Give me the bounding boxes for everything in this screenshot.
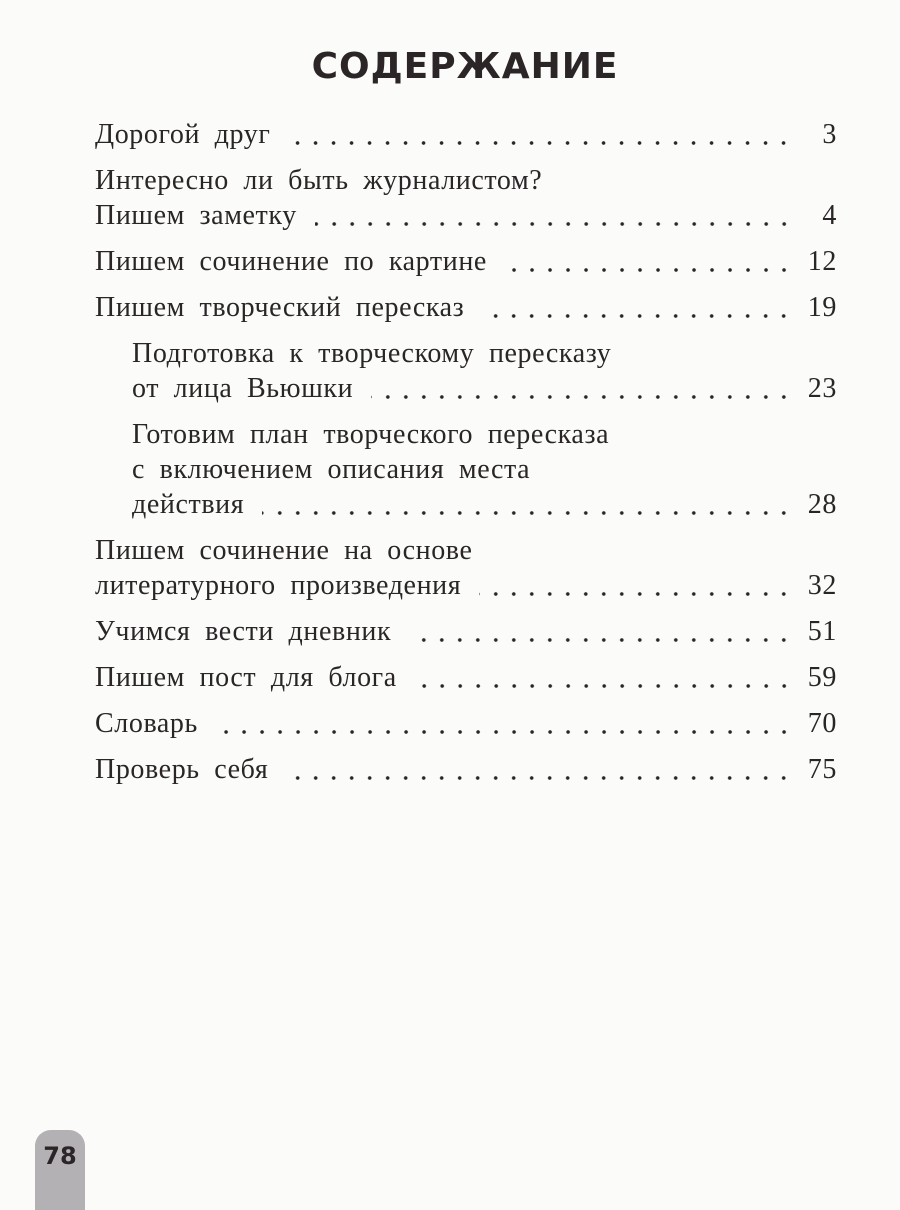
toc-page-number: 12 — [807, 246, 837, 277]
dot-leader — [409, 637, 793, 643]
toc-line — [95, 163, 837, 198]
toc-entry — [95, 660, 837, 695]
toc-page-number: 23 — [807, 373, 837, 404]
toc-line — [95, 533, 837, 568]
dot-leader — [288, 140, 793, 146]
toc-line — [132, 417, 837, 452]
toc-entry — [95, 117, 837, 152]
toc-entry-title: Пишем заметку — [95, 200, 297, 231]
dot-leader — [371, 394, 793, 400]
toc-entry-title: Словарь — [95, 708, 198, 739]
toc-entry — [95, 533, 837, 603]
toc-page-number: 59 — [807, 662, 837, 693]
toc-entry — [95, 417, 837, 522]
toc-page-number: 19 — [807, 292, 837, 323]
toc-entry-title: литературного произведения — [95, 570, 462, 601]
toc-entry-title: действия — [132, 489, 245, 520]
toc-line — [95, 660, 837, 695]
table-of-contents — [95, 117, 837, 798]
toc-line — [132, 487, 837, 522]
toc-page-number: 32 — [807, 570, 837, 601]
toc-entry-title: Пишем сочинение на основе — [95, 535, 473, 566]
toc-page-number: 70 — [807, 708, 837, 739]
dot-leader — [216, 729, 793, 735]
toc-line — [95, 244, 837, 279]
toc-line — [95, 752, 837, 787]
dot-leader — [482, 313, 793, 319]
toc-entry-title: от лица Вьюшки — [132, 373, 354, 404]
dot-leader — [315, 221, 793, 227]
toc-entry — [95, 244, 837, 279]
toc-entry-title: Дорогой друг — [95, 119, 271, 150]
toc-entry — [95, 752, 837, 787]
toc-line — [95, 117, 837, 152]
page-number: 78 — [43, 1142, 77, 1170]
toc-line — [95, 568, 837, 603]
toc-line — [95, 198, 837, 233]
toc-line — [132, 371, 837, 406]
toc-entry — [95, 290, 837, 325]
toc-entry-title: Подготовка к творческому пересказу — [132, 338, 612, 369]
dot-leader — [479, 591, 793, 597]
toc-entry-title: Интересно ли быть журналистом? — [95, 165, 543, 196]
toc-entry-title: Учимся вести дневник — [95, 616, 392, 647]
toc-entry — [95, 163, 837, 233]
dot-leader — [262, 510, 793, 516]
dot-leader — [286, 775, 793, 781]
toc-page-number: 3 — [822, 119, 837, 150]
toc-entry-title: Пишем пост для блога — [95, 662, 397, 693]
toc-entry-title: Пишем сочинение по картине — [95, 246, 487, 277]
toc-entry-title: с включением описания места — [132, 454, 531, 485]
page-title: СОДЕРЖАНИЕ — [311, 46, 619, 87]
toc-line — [95, 290, 837, 325]
toc-line — [132, 336, 837, 371]
toc-entry-title: Пишем творческий пересказ — [95, 292, 465, 323]
toc-entry — [95, 336, 837, 406]
toc-entry — [95, 706, 837, 741]
toc-entry-title: Готовим план творческого пересказа — [132, 419, 610, 450]
page-number-tab — [35, 1130, 85, 1210]
toc-line — [95, 614, 837, 649]
toc-line — [132, 452, 837, 487]
toc-line — [95, 706, 837, 741]
dot-leader — [415, 683, 793, 689]
dot-leader — [505, 267, 793, 273]
toc-entry-title: Проверь себя — [95, 754, 269, 785]
toc-entry — [95, 614, 837, 649]
toc-page-number: 51 — [807, 616, 837, 647]
toc-page-number: 4 — [822, 200, 837, 231]
toc-page-number: 28 — [807, 489, 837, 520]
toc-page-number: 75 — [807, 754, 837, 785]
